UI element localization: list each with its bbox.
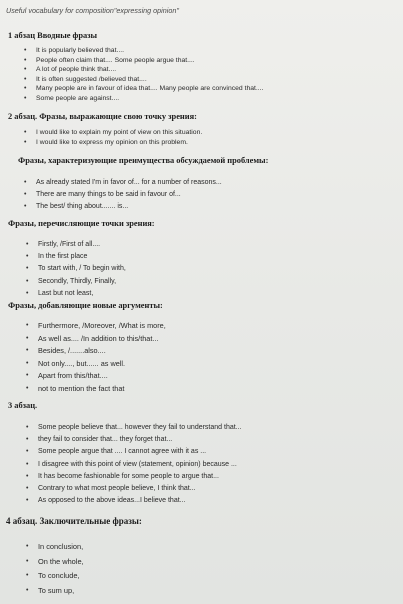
section-1-heading: 1 абзац Вводные фразы <box>8 31 98 40</box>
list-item: • Some people believe that... however they fail to understand that... <box>26 422 242 434</box>
listing-heading: Фразы, перечисляющие точки зрения: <box>8 219 155 228</box>
section-2-heading: 2 абзац. Фразы, выражающие свою точку зрения: <box>8 112 197 121</box>
list-item: • To conclude, <box>26 569 84 584</box>
list-item: • Last but not least, <box>26 288 126 300</box>
list-item: • To start with, / To begin with, <box>26 263 126 275</box>
list-item: • Firstly, /First of all.... <box>26 239 126 251</box>
advantages-list <box>24 177 222 214</box>
list-item: • they fail to consider that... they forget that... <box>26 434 242 446</box>
section-3-heading: 3 абзац. <box>8 401 38 410</box>
list-item: • Contrary to what most people believe, I think that... <box>26 483 242 495</box>
list-item: • It is popularly believed that.... <box>24 46 263 56</box>
list-item: • I would like to explain my point of view on this situation. <box>24 128 202 138</box>
listing-list <box>26 239 126 300</box>
list-item: • A lot of people think that.... <box>24 65 263 75</box>
document-title: Useful vocabulary for composition"expressing opinion" <box>6 6 179 15</box>
list-item: • As well as.... /In addition to this/that... <box>26 333 166 346</box>
arguments-list <box>26 320 166 395</box>
list-item: • I disagree with this point of view (statement, opinion) because ... <box>26 459 242 471</box>
list-item: • Many people are in favour of idea that.... Many people are convinced that.... <box>24 84 263 94</box>
list-item: • It is often suggested /believed that.... <box>24 75 263 85</box>
list-item: • It has become fashionable for some people to argue that... <box>26 471 242 483</box>
list-item: • Furthermore, /Moreover, /What is more, <box>26 320 166 333</box>
list-item: • In conclusion, <box>26 540 84 555</box>
list-item: • I would like to express my opinion on this problem. <box>24 138 202 148</box>
list-item: • As opposed to the above ideas...I believe that... <box>26 495 242 507</box>
list-item: • Besides, /.......also.... <box>26 345 166 358</box>
arguments-heading: Фразы, добавляющие новые аргументы: <box>8 301 163 310</box>
section-3-list <box>26 422 242 507</box>
list-item: • On the whole, <box>26 555 84 570</box>
list-item: • As already stated I'm in favor of... for a number of reasons... <box>24 177 222 189</box>
list-item: • Apart from this/that.... <box>26 370 166 383</box>
list-item: • There are many things to be said in favour of... <box>24 189 222 201</box>
list-item: • not to mention the fact that <box>26 383 166 396</box>
section-4-heading: 4 абзац. Заключительные фразы: <box>6 516 142 526</box>
list-item: • Not only...., but...... as well. <box>26 358 166 371</box>
list-item: • The best/ thing about....... is... <box>24 201 222 213</box>
list-item: • People often claim that.... Some people argue that.... <box>24 56 263 66</box>
advantages-heading: Фразы, характеризующие преимущества обсуждаемой проблемы: <box>18 156 269 165</box>
list-item: • In the first place <box>26 251 126 263</box>
section-1-list <box>24 46 263 103</box>
list-item: • To sum up, <box>26 584 84 599</box>
list-item: • Some people argue that .... I cannot agree with it as ... <box>26 446 242 458</box>
list-item: • Some people are against.... <box>24 94 263 104</box>
list-item: • Secondly, Thirdly, Finally, <box>26 276 126 288</box>
section-4-list <box>26 540 84 598</box>
section-2-list <box>24 128 202 147</box>
